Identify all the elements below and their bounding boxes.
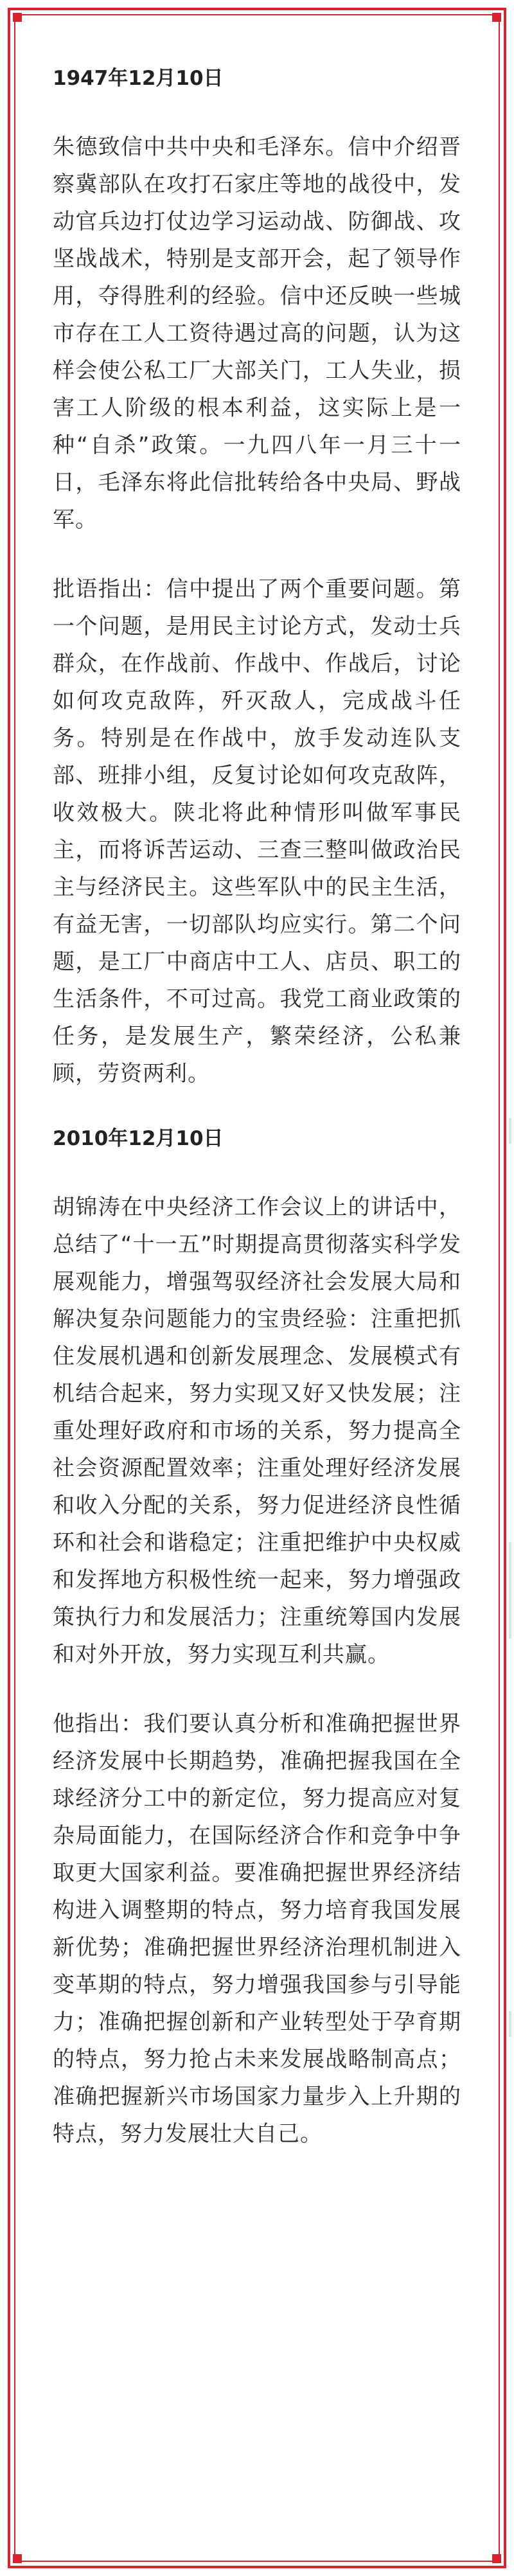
corner-ornament-bottom-left (13, 2554, 22, 2563)
entry-date: 2010年12月10日 (53, 1127, 224, 1150)
entry-2010 (53, 1124, 461, 2153)
corner-ornament-bottom-right (492, 2554, 501, 2563)
entry-1947 (53, 64, 461, 1092)
scroll-tick (509, 1542, 511, 1639)
corner-ornament-top-left (13, 13, 22, 22)
entry-date: 1947年12月10日 (53, 67, 224, 90)
entry-paragraph: 批语指出：信中提出了两个重要问题。第一个问题，是用民主讨论方式，发动士兵群众，在作战前、作战中、作战后，讨论如何攻克敌阵，歼灭敌人，完成战斗任务。特别是在作战中，放手发动连队支部、班排小组，反复讨论如何攻克敌阵，收效极大。陕北将此种情形叫做军事民主，而将诉苦运动、三查三整叫做政治民主与经济民主。这些军队中的民主生活，有益无害，一切部队均应实行。第二个问题，是工厂中商店中工人、店员、职工的生活条件，不可过高。我党工商业政策的任务，是发展生产，繁荣经济，公私兼顾，劳资两利。 (53, 576, 461, 1087)
article-body (53, 64, 461, 2185)
entry-paragraph: 胡锦涛在中央经济工作会议上的讲话中，总结了“十一五”时期提高贯彻落实科学发展观能力，增强驾驭经济社会发展大局和解决复杂问题能力的宝贵经验：注重把抓住发展机遇和创新发展理念、发展模式有机结合起来，努力实现又好又快发展；注重处理好政府和市场的关系，努力提高全社会资源配置效率；注重处理好经济发展和收入分配的关系，努力促进经济良性循环和社会和谐稳定；注重把维护中央权威和发挥地方积极性统一起来，努力增强政策执行力和发展活力；注重统筹国内发展和对外开放，努力实现互利共赢。 (53, 1195, 461, 1667)
entry-paragraph: 他指出：我们要认真分析和准确把握世界经济发展中长期趋势，准确把握我国在全球经济分工中的新定位，努力提高应对复杂局面能力，在国际经济合作和竞争中争取更大国家利益。要准确把握世界经济结构进入调整期的特点，努力培育我国发展新优势；准确把握世界经济治理机制进入变革期的特点，努力增强我国参与引导能力；准确把握创新和产业转型处于孕育期的特点，努力抢占未来发展战略制高点；准确把握新兴市场国家力量步入上升期的特点，努力发展壮大自己。 (53, 1711, 461, 2147)
scroll-tick (509, 1118, 511, 1144)
corner-ornament-top-right (492, 13, 501, 22)
scroll-tick (509, 2011, 511, 2037)
entry-paragraph: 朱德致信中共中央和毛泽东。信中介绍晋察冀部队在攻打石家庄等地的战役中，发动官兵边打仗边学习运动战、防御战、攻坚战战术，特别是支部开会，起了领导作用，夺得胜利的经验。信中还反映一些城市存在工人工资待遇过高的问题，认为这样会使公私工厂大部关门，工人失业，损害工人阶级的根本利益，这实际上是一种“自杀”政策。一九四八年一月三十一日，毛泽东将此信批转给各中央局、野战军。 (53, 134, 461, 533)
